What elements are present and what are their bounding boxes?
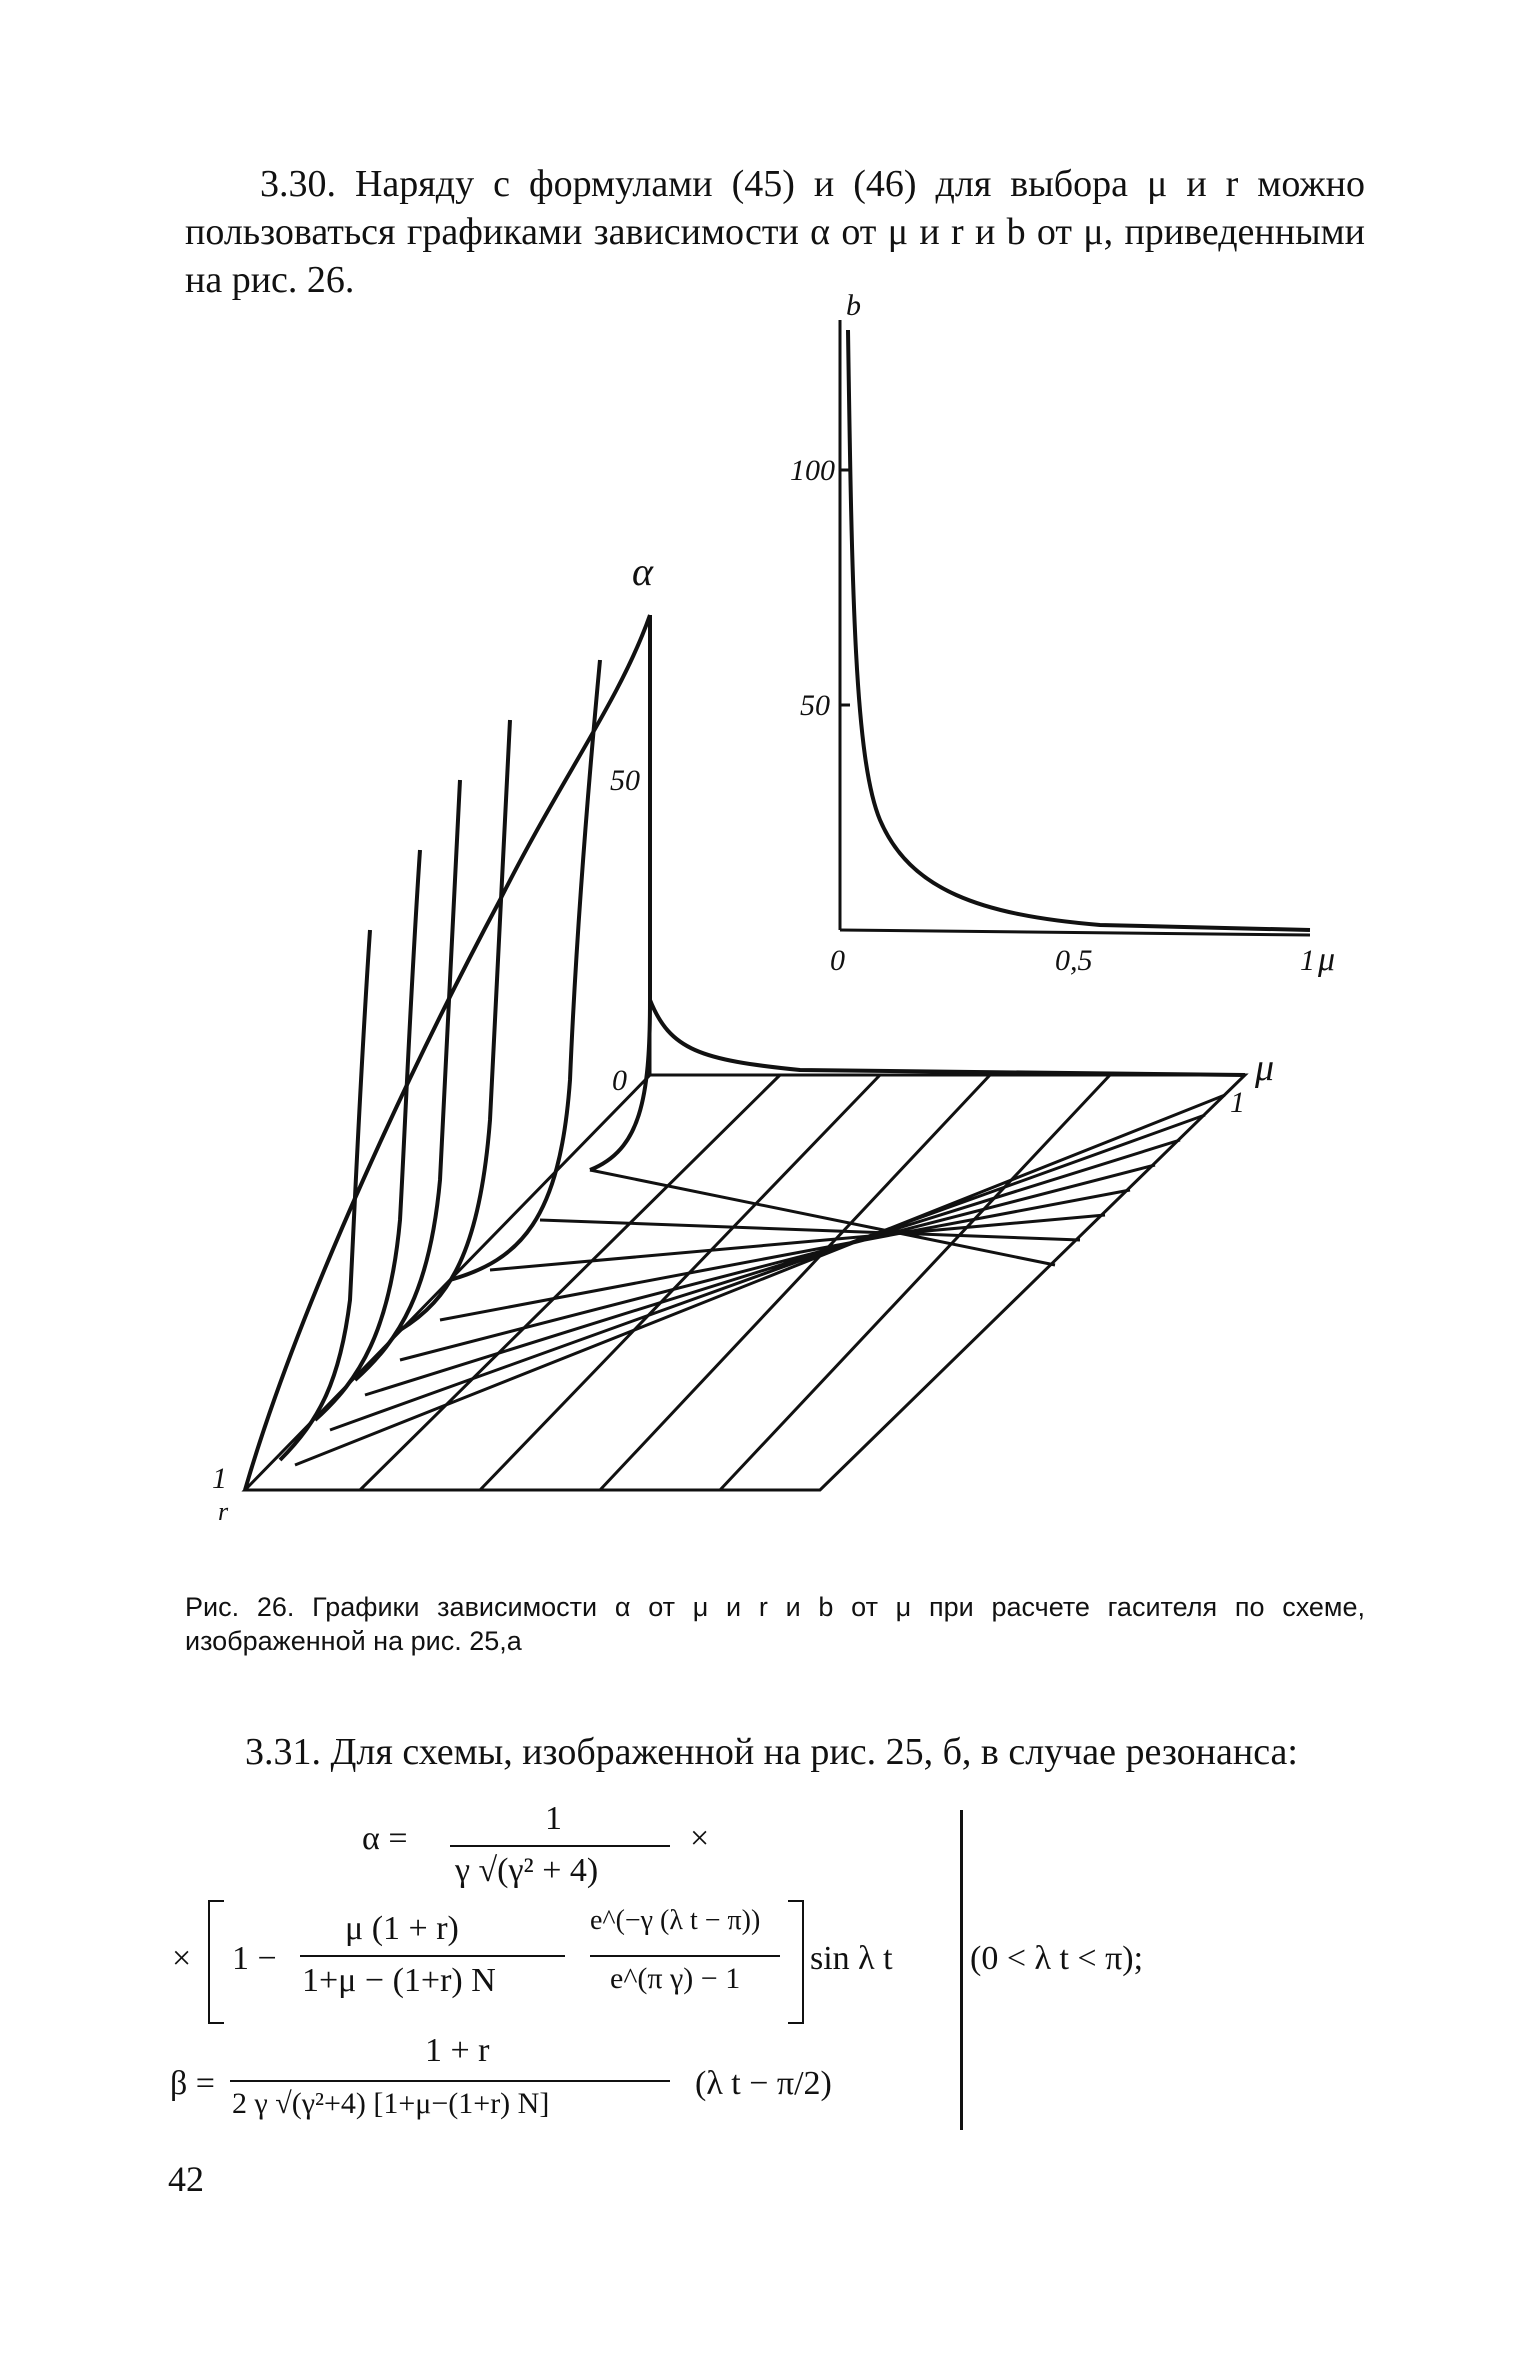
b-axis-label: b — [846, 289, 861, 322]
paragraph-3-30: 3.30. Наряду с формулами (45) и (46) для выбора μ и r можно пользоваться графиками зависимости α от μ и r и b от μ, приведенными на рис. 26. — [185, 163, 1365, 301]
alpha-numerator: 1 — [545, 1800, 562, 1837]
alpha-tail-back — [650, 1000, 1245, 1075]
b-x-tick-1: 1 — [1300, 944, 1315, 977]
left-chart-labels — [212, 549, 1274, 1526]
right-square-bracket — [788, 1900, 804, 2024]
frac2-numerator: e^(−γ (λ t − π)) — [590, 1905, 761, 1936]
beta-denominator: 2 γ √(γ²+4) [1+μ−(1+r) N] — [232, 2087, 550, 2120]
alpha-curve-4 — [400, 720, 510, 1330]
figure-caption: Рис. 26. Графики зависимости α от μ и r и b от μ при расчете гасителя по схеме, изображенной на рис. 25,а — [185, 1592, 1365, 1656]
right-brace — [940, 1810, 963, 2130]
beta-paren: (λ t − π/2) — [695, 2065, 832, 2102]
mu-axis-tick: 1 — [1230, 1086, 1245, 1119]
right-b-chart — [840, 320, 1310, 935]
b-x-axis — [840, 930, 1310, 935]
frac1-numerator: μ (1 + r) — [345, 1910, 459, 1947]
alpha-fraction-bar — [450, 1845, 670, 1847]
right-chart-labels — [790, 289, 1335, 978]
beta-lhs: β = — [170, 2065, 215, 2102]
condition-text: (0 < λ t < π); — [970, 1940, 1144, 1977]
bracket-one-minus: 1 − — [232, 1940, 277, 1977]
floor-grid-mu — [295, 1095, 1225, 1465]
alpha-curve-2 — [315, 850, 420, 1420]
beta-fraction-bar — [230, 2080, 670, 2082]
r-axis-label: r — [218, 1497, 229, 1526]
b-x-tick-0: 0 — [830, 944, 845, 977]
formula-block — [150, 1800, 1410, 2140]
left-3d-chart — [245, 615, 1245, 1490]
b-tick-label-100: 100 — [790, 454, 835, 487]
mu-axis-label: μ — [1255, 1047, 1275, 1089]
sin-term: sin λ t — [810, 1940, 893, 1977]
frac2-denominator: e^(π γ) − 1 — [610, 1962, 741, 1995]
b-tick-label-50: 50 — [800, 689, 830, 722]
beta-numerator: 1 + r — [425, 2032, 490, 2069]
r-axis-tick: 1 — [212, 1462, 227, 1495]
b-curve — [848, 330, 1310, 930]
alpha-lhs: α = — [362, 1820, 408, 1857]
times-sign: × — [690, 1820, 710, 1857]
floor-grid-r — [360, 1075, 1110, 1490]
b-x-tick-05: 0,5 — [1055, 944, 1093, 977]
alpha-axis-label: α — [632, 549, 653, 594]
b-x-label: μ — [1318, 941, 1336, 978]
frac2-bar — [590, 1955, 780, 1957]
alpha-tick-50: 50 — [610, 764, 640, 797]
open-bracket-times: × — [172, 1940, 192, 1977]
alpha-curve-5 — [450, 660, 600, 1280]
paragraph-3-31: 3.31. Для схемы, изображенной на рис. 25, б, в случае резонанса: — [245, 1731, 1298, 1773]
alpha-denominator: γ √(γ² + 4) — [455, 1852, 599, 1889]
page-number: 42 — [168, 2159, 204, 2199]
alpha-tick-0: 0 — [612, 1064, 627, 1097]
floor-outline — [245, 1075, 1245, 1490]
frac1-denominator: 1+μ − (1+r) N — [302, 1962, 496, 1999]
left-square-bracket — [208, 1900, 224, 2024]
frac1-bar — [300, 1955, 565, 1957]
